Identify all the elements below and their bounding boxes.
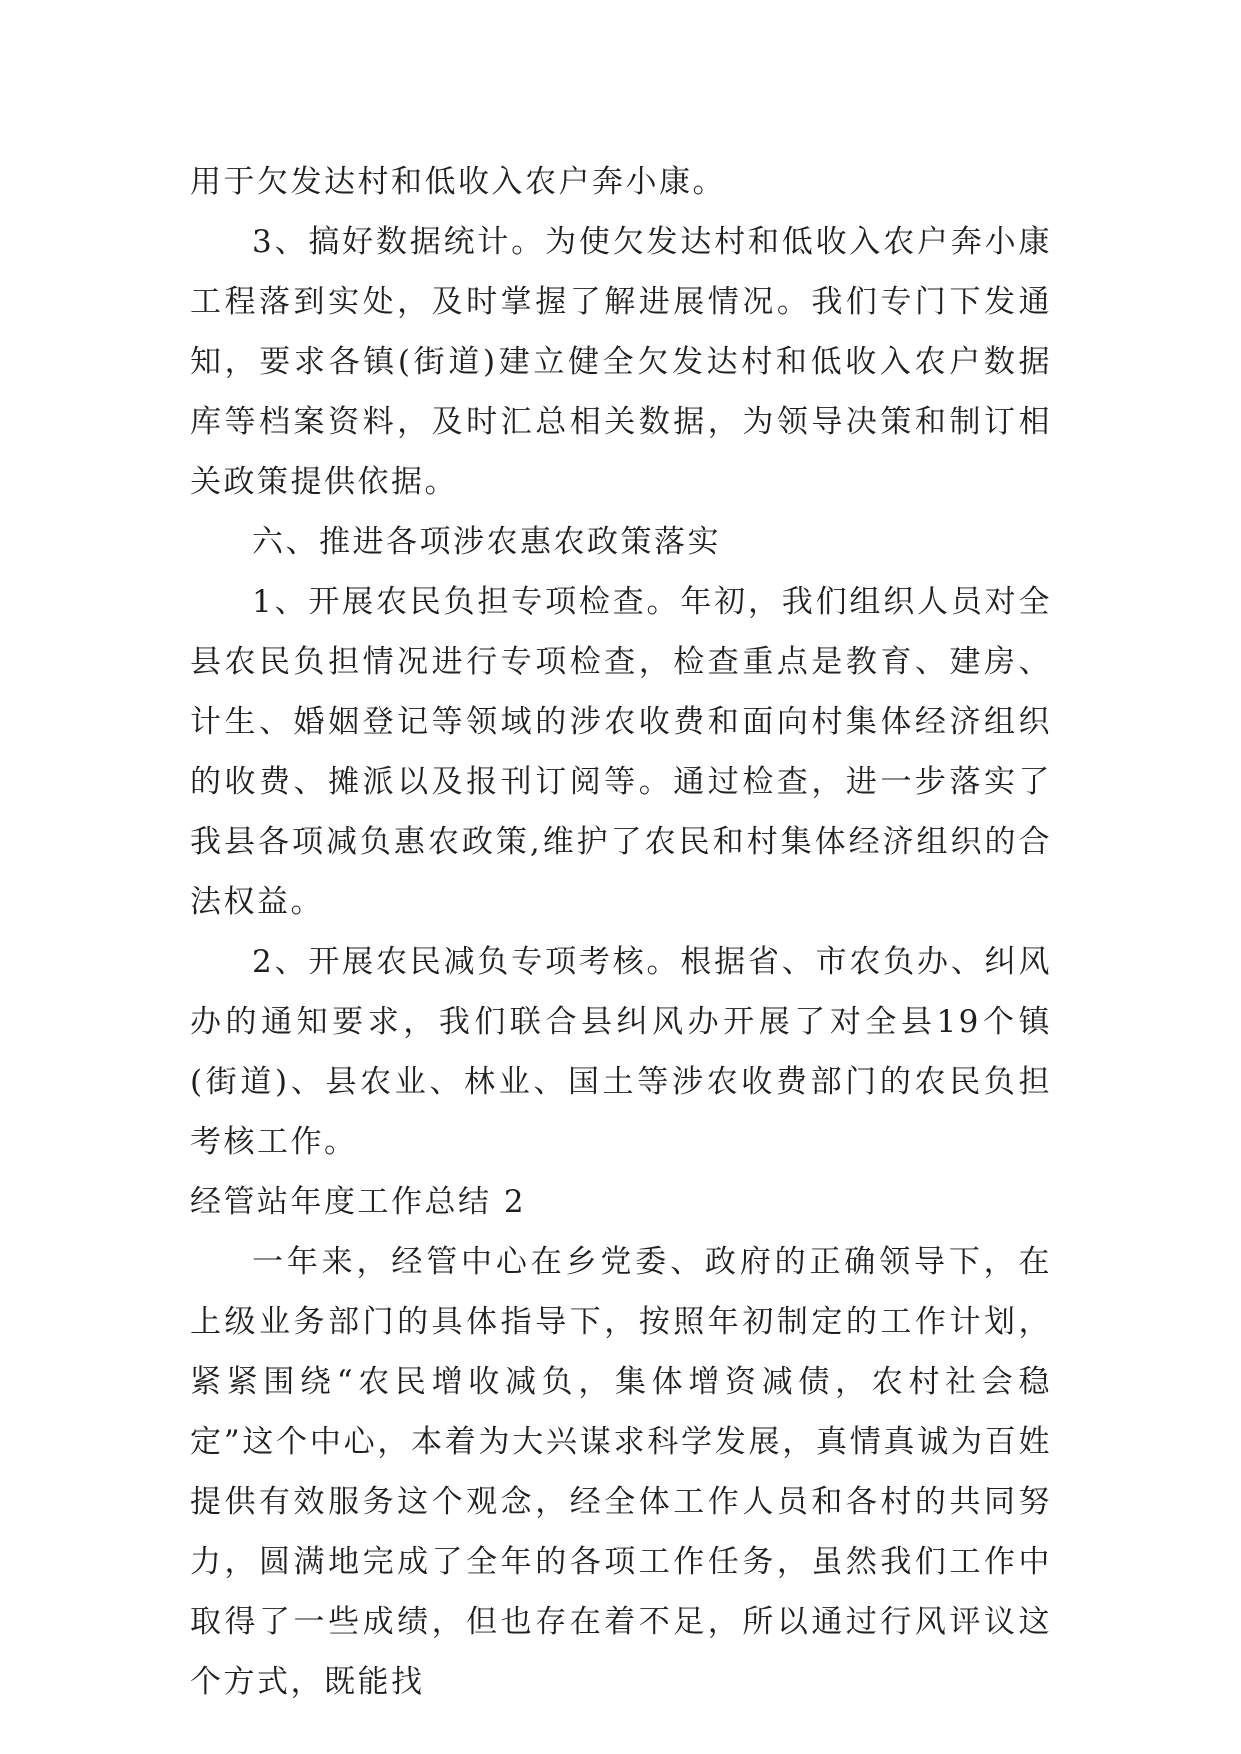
paragraph-continuation: 用于欠发达村和低收入农户奔小康。 — [190, 164, 726, 200]
document-title: 经管站年度工作总结 2 — [190, 1184, 527, 1220]
paragraph-burden-inspection: 1、开展农民负担专项检查。年初，我们组织人员对全县农民负担情况进行专项检查，检查重点是教育、建房、计生、婚姻登记等领域的涉农收费和面向村集体经济组织的收费、摊派以及报刊订阅等。通过检查，进一步落实了我县各项减负惠农政策,维护了农民和村集体经济组织的合法权益。 — [190, 584, 1052, 920]
paragraph-burden-assessment: 2、开展农民减负专项考核。根据省、市农负办、纠风办的通知要求，我们联合县纠风办开展了对全县19个镇(街道)、县农业、林业、国土等涉农收费部门的农民负担考核工作。 — [190, 944, 1052, 1160]
paragraph-annual-summary: 一年来，经管中心在乡党委、政府的正确领导下，在上级业务部门的具体指导下，按照年初制定的工作计划，紧紧围绕“农民增收减负，集体增资减债，农村社会稳定”这个中心，本着为大兴谋求科学发展，真情真诚为百姓提供有效服务这个观念，经全体工作人员和各村的共同努力，圆满地完成了全年的各项工作任务，虽然我们工作中取得了一些成绩，但也存在着不足，所以通过行风评议这个方式，既能找 — [190, 1244, 1052, 1700]
document-body — [190, 152, 1052, 1712]
section-heading-policy: 六、推进各项涉农惠农政策落实 — [252, 524, 721, 560]
paragraph-data-statistics: 3、搞好数据统计。为使欠发达村和低收入农户奔小康工程落到实处，及时掌握了解进展情况。我们专门下发通知，要求各镇(街道)建立健全欠发达村和低收入农户数据库等档案资料，及时汇总相关数据，为领导决策和制订相关政策提供依据。 — [190, 224, 1052, 500]
